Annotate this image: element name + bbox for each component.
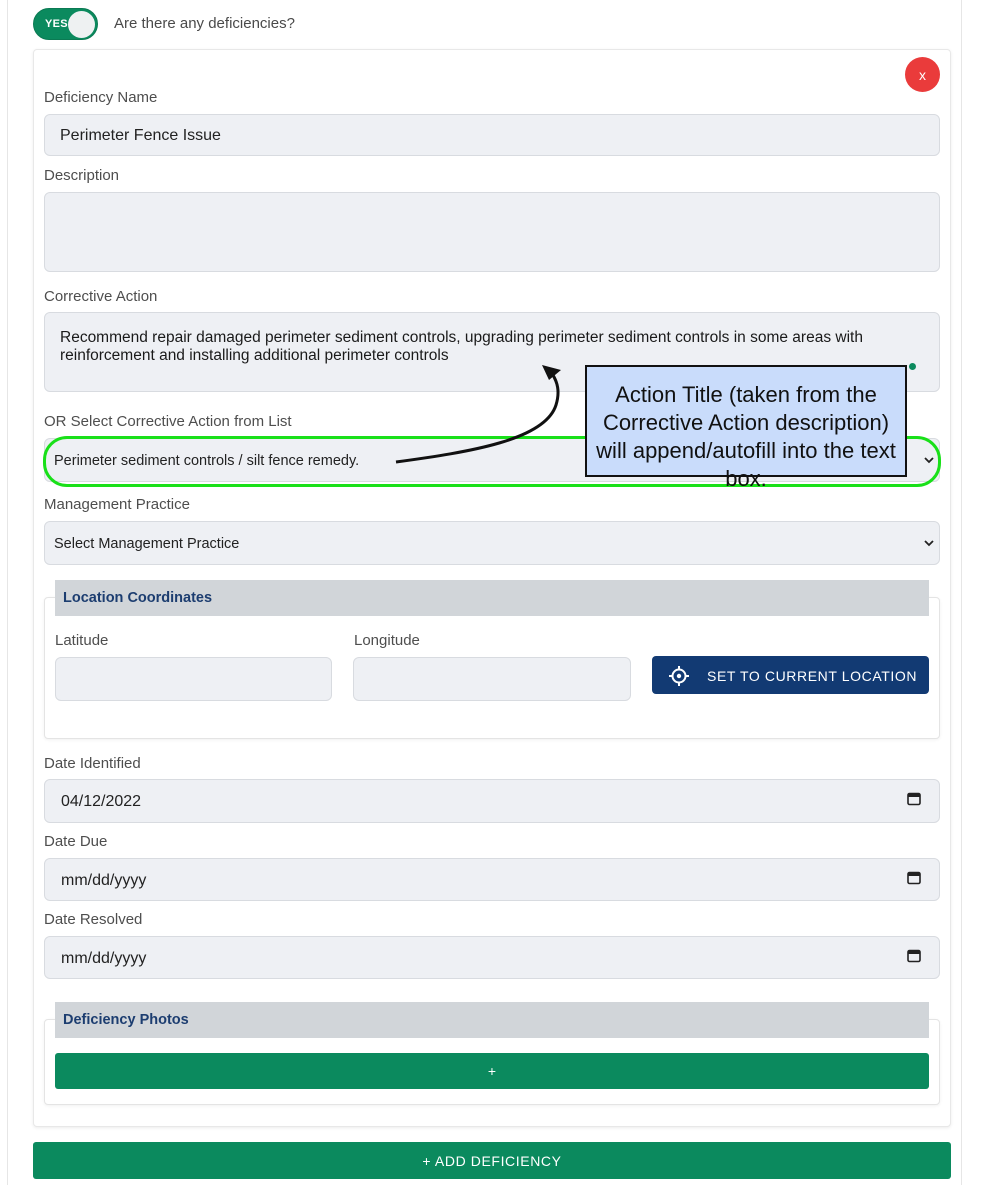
deficiency-name-value: Perimeter Fence Issue [60,127,221,144]
date-identified-value: 04/12/2022 [61,793,142,810]
date-due-value: mm/dd/yyyy [61,872,147,889]
annotation-text: Action Title (taken from the Corrective Action description) will append/autofill into the text box. [596,382,896,491]
date-resolved-value: mm/dd/yyyy [61,950,147,967]
date-resolved-label: Date Resolved [44,911,143,928]
calendar-icon[interactable] [907,792,921,811]
management-practice-label: Management Practice [44,496,190,513]
calendar-icon[interactable] [907,948,921,967]
textarea-resize-indicator [909,363,916,370]
date-identified-label: Date Identified [44,755,141,772]
longitude-label: Longitude [354,632,420,649]
deficiency-name-label: Deficiency Name [44,89,158,106]
location-panel-header [55,580,929,616]
photos-panel-header [55,1002,929,1038]
close-label: x [919,66,926,83]
date-due-label: Date Due [44,833,108,850]
longitude-input[interactable] [353,657,631,701]
corrective-action-label: Corrective Action [44,288,158,305]
management-practice-value: Select Management Practice [54,536,240,552]
date-due-input[interactable] [44,858,940,901]
management-practice-select[interactable] [44,521,940,565]
corrective-select-label: OR Select Corrective Action from List [44,413,292,430]
date-resolved-input[interactable] [44,936,940,979]
corrective-select-value: Perimeter sediment controls / silt fence remedy. [54,453,360,469]
add-deficiency-button[interactable] [33,1142,951,1179]
container-border-left [7,0,8,1185]
location-title: Location Coordinates [63,590,213,606]
set-current-location-button[interactable] [652,656,929,694]
description-label: Description [44,167,120,184]
toggle-label: YES [45,18,68,30]
annotation-callout [585,365,907,491]
toggle-knob [68,11,95,38]
remove-deficiency-button[interactable] [905,57,940,92]
crosshair-icon [668,665,690,687]
set-location-label: SET TO CURRENT LOCATION [707,668,918,684]
container-border-right [961,0,962,1185]
deficiencies-question: Are there any deficiencies? [114,15,295,32]
corrective-action-value: Recommend repair damaged perimeter sediment controls, upgrading perimeter sediment controls in some areas with reinforcement and installing additional perimeter controls [60,329,863,364]
add-photo-label: + [487,1063,497,1079]
calendar-icon[interactable] [907,870,921,889]
add-deficiency-label: + ADD DEFICIENCY [422,1152,562,1169]
latitude-label: Latitude [55,632,109,649]
deficiency-name-input[interactable] [44,114,940,156]
deficiencies-toggle[interactable] [33,8,98,40]
photos-title: Deficiency Photos [63,1012,189,1028]
chevron-down-icon [924,536,934,550]
date-identified-input[interactable] [44,779,940,823]
description-textarea[interactable] [44,192,940,272]
add-photo-button[interactable] [55,1053,929,1089]
latitude-input[interactable] [55,657,332,701]
